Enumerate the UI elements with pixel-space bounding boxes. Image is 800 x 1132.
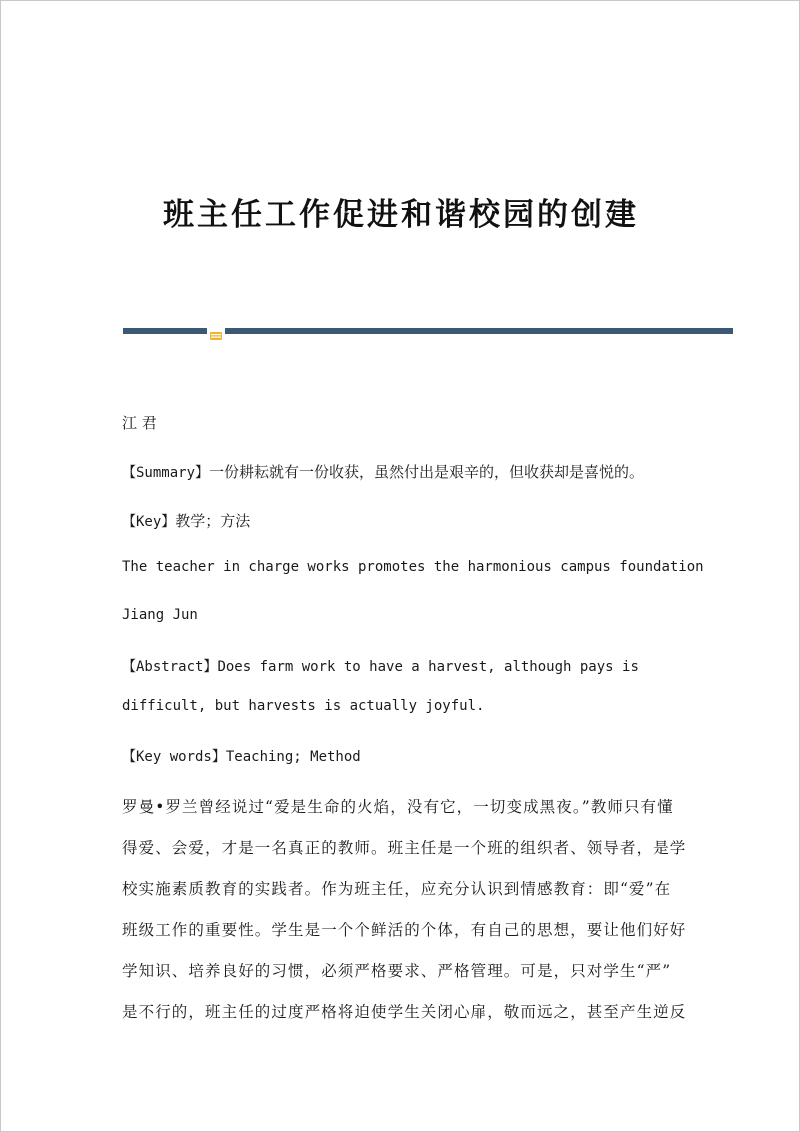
abstract-label: 【Abstract】 [122,659,218,675]
divider-bar-right [225,328,733,334]
summary-text: 一份耕耘就有一份收获，虽然付出是艰辛的，但收获却是喜悦的。 [209,463,645,481]
abstract [122,656,639,676]
author: 江 君 [122,414,157,432]
body-paragraph-line: 校实施素质教育的实践者。作为班主任，应充分认识到情感教育：即“爱”在 [122,880,672,898]
abstract-line-1: Does farm work to have a harvest, although pays is [217,659,639,675]
keywords-cn [122,510,250,531]
body-paragraph-line: 罗曼•罗兰曾经说过“爱是生命的火焰，没有它，一切变成黑夜。”教师只有懂 [122,798,674,816]
body-paragraph-line: 班级工作的重要性。学生是一个个鲜活的个体，有自己的思想，要让他们好好 [122,921,687,939]
keywords-text: Teaching; Method [225,749,361,765]
title-divider [123,327,733,335]
divider-bar-left [123,328,207,334]
keywords-label: 【Key words】 [122,749,226,765]
english-title: The teacher in charge works promotes the harmonious campus foundation [122,559,704,575]
body-paragraph-line: 是不行的，班主任的过度严格将迫使学生关闭心扉，敬而远之，甚至产生逆反 [122,1003,687,1021]
abstract-line-2: difficult, but harvests is actually joyful. [122,698,485,714]
body-paragraph-line: 学知识、培养良好的习惯，必须严格要求、严格管理。可是，只对学生“严” [122,962,672,980]
page-title: 班主任工作促进和谐校园的创建 [163,197,639,233]
key-label: 【Key】 [122,514,176,530]
book-icon [209,326,223,336]
body-paragraph-line: 得爱、会爱，才是一名真正的教师。班主任是一个班的组织者、领导者，是学 [122,839,687,857]
key-text: 教学；方法 [175,512,251,530]
keywords-en [122,746,361,766]
summary [122,461,644,482]
english-author: Jiang Jun [122,607,198,623]
summary-label: 【Summary】 [122,465,210,481]
